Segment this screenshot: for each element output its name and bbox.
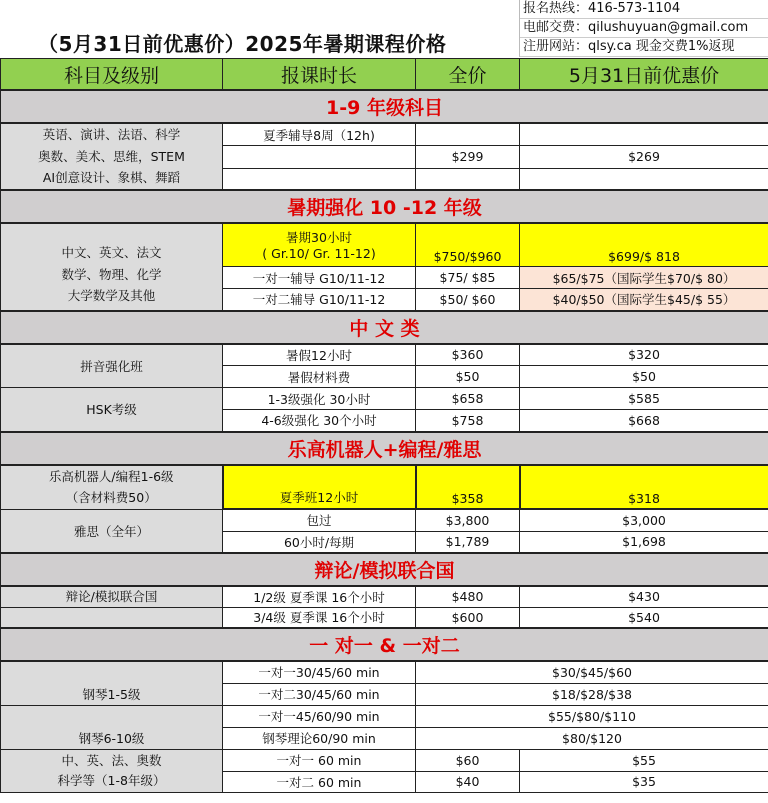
contact-phone: 报名热线：416-573-1104 bbox=[520, 0, 768, 19]
table-row bbox=[1, 661, 768, 683]
section-title-lego-ielts: 乐高机器人+编程/雅思 bbox=[1, 432, 768, 465]
discount-price-cell: $699/$ 818 bbox=[520, 223, 768, 267]
discount-price-cell: $585 bbox=[520, 388, 768, 410]
subject-cell: 钢琴1-5级 bbox=[1, 661, 223, 705]
duration-cell: 夏季辅导8周（12h) bbox=[223, 123, 416, 146]
discount-price-cell: $1,698 bbox=[520, 531, 768, 553]
table-row bbox=[1, 749, 768, 771]
price-cell: $80/$120 bbox=[416, 727, 768, 749]
table-row bbox=[1, 607, 768, 628]
duration-cell: 钢琴理论60/90 min bbox=[223, 727, 416, 749]
full-price-cell: $360 bbox=[416, 344, 520, 366]
full-price-cell: $658 bbox=[416, 388, 520, 410]
header-discount-price: 5月31日前优惠价 bbox=[520, 59, 768, 91]
discount-price-cell: $318 bbox=[520, 465, 768, 510]
full-price-cell: $358 bbox=[416, 465, 520, 510]
duration-cell: 一对二 60 min bbox=[223, 771, 416, 792]
subject-line: 奥数、美术、思维，STEM bbox=[38, 148, 185, 164]
subject-cell bbox=[1, 223, 223, 311]
discount-price-cell: $50 bbox=[520, 366, 768, 388]
duration-cell: 60小时/每期 bbox=[223, 531, 416, 553]
subject-cell: HSK考级 bbox=[1, 388, 223, 432]
price-cell: $30/$45/$60 bbox=[416, 661, 768, 683]
subject-cell: 雅思（全年） bbox=[1, 509, 223, 553]
subject-line: 科学等（1-8年级） bbox=[57, 772, 166, 788]
duration-cell: 一对一30/45/60 min bbox=[223, 661, 416, 683]
header-duration: 报课时长 bbox=[223, 59, 416, 91]
duration-cell bbox=[223, 168, 416, 190]
full-price-cell: $50/ $60 bbox=[416, 289, 520, 311]
full-price-cell: $3,800 bbox=[416, 509, 520, 531]
header-full-price: 全价 bbox=[416, 59, 520, 91]
header-subject: 科目及级别 bbox=[1, 59, 223, 91]
subject-line: 中文、英文、法文 bbox=[61, 245, 162, 261]
contact-website: 注册网站：qlsy.ca 现金交费1%返现 bbox=[520, 38, 768, 57]
discount-price-cell: $668 bbox=[520, 410, 768, 432]
duration-cell bbox=[223, 146, 416, 169]
discount-price-cell: $55 bbox=[520, 749, 768, 771]
full-price-cell: $480 bbox=[416, 586, 520, 607]
full-price-cell: $750/$960 bbox=[416, 223, 520, 267]
duration-cell: 一对二30/45/60 min bbox=[223, 683, 416, 705]
full-price-cell bbox=[416, 123, 520, 146]
section-header bbox=[1, 628, 768, 661]
full-price-cell: $60 bbox=[416, 749, 520, 771]
full-price-cell: $50 bbox=[416, 366, 520, 388]
duration-line: 暑期30小时 bbox=[286, 230, 352, 246]
contact-email: 电邮交费：qilushuyuan@gmail.com bbox=[520, 19, 768, 38]
full-price-cell: $758 bbox=[416, 410, 520, 432]
section-title-grade10-12: 暑期强化 10 -12 年级 bbox=[1, 190, 768, 223]
full-price-cell: $40 bbox=[416, 771, 520, 792]
table-header bbox=[1, 59, 768, 91]
duration-cell: 4-6级强化 30个小时 bbox=[223, 410, 416, 432]
section-header bbox=[1, 553, 768, 586]
duration-cell: 包过 bbox=[223, 509, 416, 531]
duration-cell: 暑假材料费 bbox=[223, 366, 416, 388]
full-price-cell: $75/ $85 bbox=[416, 267, 520, 289]
discount-price-cell: $430 bbox=[520, 586, 768, 607]
duration-cell bbox=[223, 223, 416, 267]
page-header bbox=[0, 0, 768, 58]
subject-line: AI创意设计、象棋、舞蹈 bbox=[42, 170, 181, 185]
table-row bbox=[1, 586, 768, 607]
subject-cell: 钢琴6-10级 bbox=[1, 705, 223, 749]
page-title: （5月31日前优惠价）2025年暑期课程价格 bbox=[38, 32, 447, 56]
table-row bbox=[1, 509, 768, 531]
subject-line: 大学数学及其他 bbox=[67, 288, 156, 304]
duration-cell: 夏季班12小时 bbox=[223, 465, 416, 510]
price-cell: $55/$80/$110 bbox=[416, 705, 768, 727]
table-row bbox=[1, 223, 768, 267]
table-row bbox=[1, 123, 768, 146]
subject-line: 中、英、法、奥数 bbox=[61, 752, 162, 768]
full-price-cell bbox=[416, 168, 520, 190]
table-row bbox=[1, 344, 768, 366]
full-price-cell: $1,789 bbox=[416, 531, 520, 553]
section-title-one-on-one: 一 对一 & 一对二 bbox=[1, 628, 768, 661]
price-table bbox=[0, 58, 768, 793]
section-header bbox=[1, 311, 768, 344]
subject-cell bbox=[1, 123, 223, 190]
duration-cell: 一对一辅导 G10/11-12 bbox=[223, 267, 416, 289]
full-price-cell: $600 bbox=[416, 607, 520, 628]
duration-cell: 一对一 60 min bbox=[223, 749, 416, 771]
subject-cell bbox=[1, 465, 223, 510]
duration-cell: 一对二辅导 G10/11-12 bbox=[223, 289, 416, 311]
discount-price-cell: $269 bbox=[520, 146, 768, 169]
discount-price-cell: $35 bbox=[520, 771, 768, 792]
section-title-chinese: 中 文 类 bbox=[1, 311, 768, 344]
discount-price-cell bbox=[520, 168, 768, 190]
discount-price-cell bbox=[520, 123, 768, 146]
discount-price-cell: $320 bbox=[520, 344, 768, 366]
subject-line: 英语、演讲、法语、科学 bbox=[42, 127, 181, 142]
duration-cell: 1-3级强化 30小时 bbox=[223, 388, 416, 410]
discount-price-cell: $40/$50（国际学生$45/$ 55） bbox=[520, 289, 768, 311]
section-title-debate: 辩论/模拟联合国 bbox=[1, 553, 768, 586]
section-title-grade1-9: 1-9 年级科目 bbox=[1, 90, 768, 123]
subject-cell bbox=[1, 607, 223, 628]
discount-price-cell: $3,000 bbox=[520, 509, 768, 531]
section-header bbox=[1, 190, 768, 223]
section-header bbox=[1, 90, 768, 123]
discount-price-cell: $540 bbox=[520, 607, 768, 628]
subject-cell: 拼音强化班 bbox=[1, 344, 223, 388]
duration-line: ( Gr.10/ Gr. 11-12) bbox=[262, 246, 376, 262]
duration-cell: 3/4级 夏季课 16个小时 bbox=[223, 607, 416, 628]
subject-line: 数学、物理、化学 bbox=[61, 266, 162, 282]
duration-cell: 1/2级 夏季课 16个小时 bbox=[223, 586, 416, 607]
duration-cell: 暑假12小时 bbox=[223, 344, 416, 366]
duration-cell: 一对一45/60/90 min bbox=[223, 705, 416, 727]
subject-line: （含材料费50） bbox=[65, 490, 157, 505]
table-row bbox=[1, 705, 768, 727]
section-header bbox=[1, 432, 768, 465]
subject-line: 乐高机器人/编程1-6级 bbox=[48, 468, 174, 484]
discount-price-cell: $65/$75（国际学生$70/$ 80） bbox=[520, 267, 768, 289]
subject-cell bbox=[1, 749, 223, 792]
full-price-cell: $299 bbox=[416, 146, 520, 169]
table-row bbox=[1, 465, 768, 510]
subject-cell: 辩论/模拟联合国 bbox=[1, 586, 223, 607]
table-row bbox=[1, 388, 768, 410]
price-cell: $18/$28/$38 bbox=[416, 683, 768, 705]
contact-info bbox=[519, 0, 768, 57]
